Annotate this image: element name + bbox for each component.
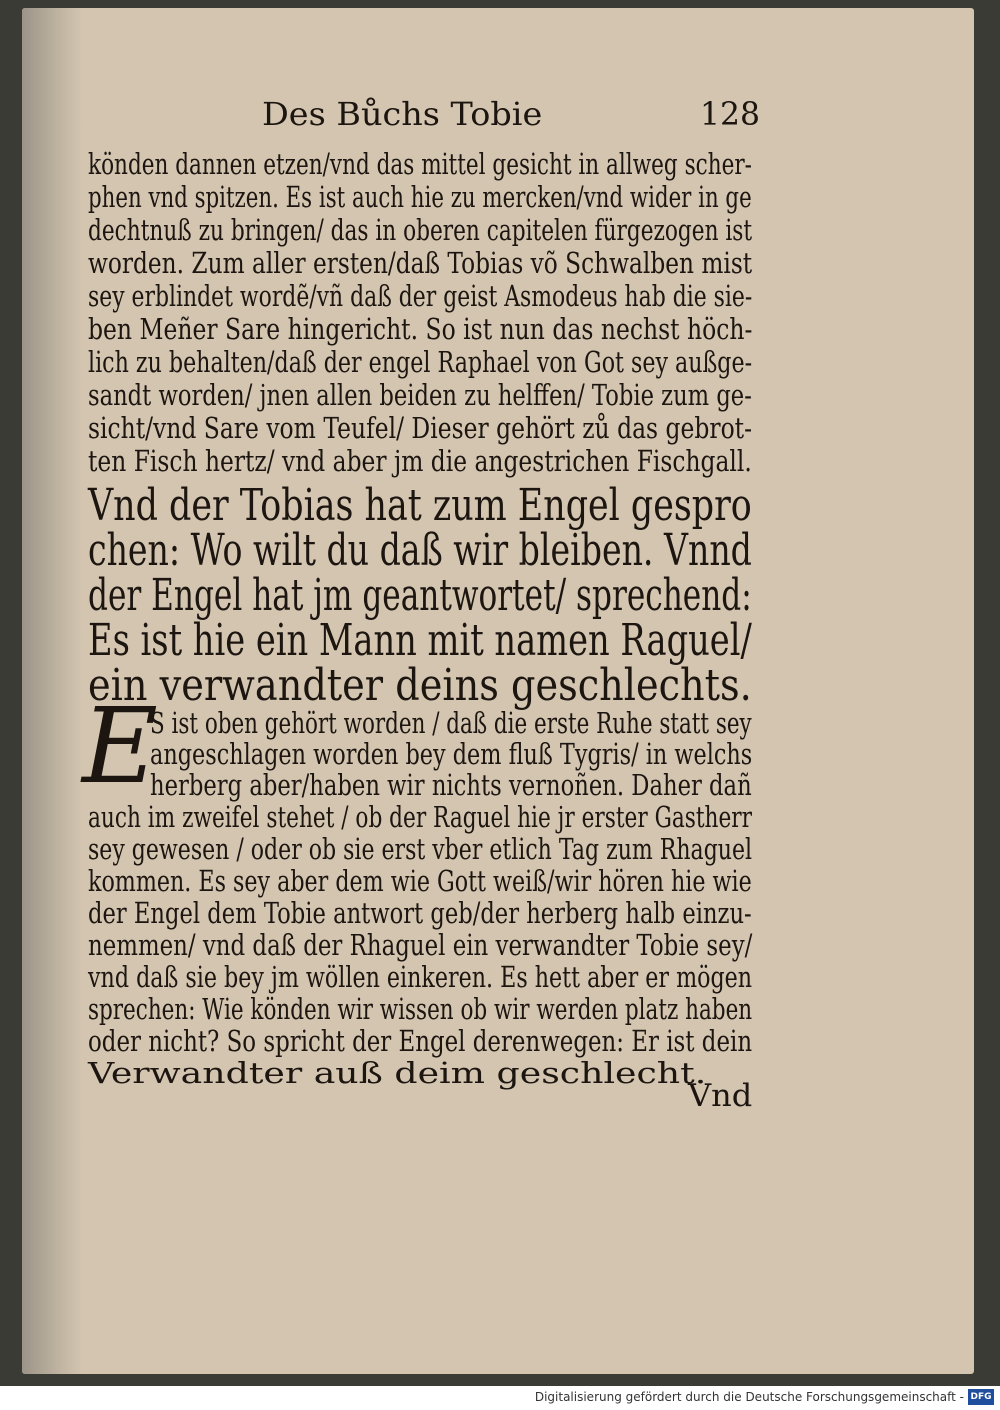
text-line: angeschlagen worden bey dem fluß Tygris/ in welchs — [150, 737, 753, 771]
text-line: ten Fisch hertz/ vnd aber jm die angestrichen Fischgall. — [88, 444, 752, 478]
text-line: vnd daß sie bey jm wöllen einkeren. Es hett aber er mögen — [88, 960, 753, 994]
text-line: oder nicht? So spricht der Engel derenwegen: Er ist dein — [88, 1024, 753, 1058]
text-line: sandt worden/ jnen allen beiden zu helffen/ Tobie zum ge- — [88, 378, 752, 412]
text-line: worden. Zum aller ersten/daß Tobias võ Schwalben mist — [88, 246, 753, 280]
scripture-line: chen: Wo wilt du daß wir bleiben. Vnnd — [88, 525, 752, 576]
text-line: sprechen: Wie könden wir wissen ob wir werden platz haben — [88, 992, 753, 1026]
scripture-line: Es ist hie ein Mann mit namen Raguel/ — [88, 615, 752, 666]
catchword: Vnd — [688, 1078, 753, 1114]
scripture-line: Vnd der Tobias hat zum Engel gespro — [88, 480, 752, 531]
text-line: kommen. Es sey aber dem wie Gott weiß/wir hören hie wie — [88, 864, 752, 898]
text-line: phen vnd spitzen. Es ist auch hie zu mercken/vnd wider in ge — [88, 180, 752, 214]
running-head-title: Des Bůchs Tobie — [262, 95, 543, 133]
text-line: S ist oben gehört worden / daß die erste Ruhe statt sey — [150, 706, 752, 740]
text-line: dechtnuß zu bringen/ das in oberen capitelen fürgezogen ist — [88, 213, 753, 247]
text-line: der Engel dem Tobie antwort geb/der herberg halb einzu- — [88, 896, 752, 930]
text-line: könden dannen etzen/vnd das mittel gesicht in allweg scher- — [88, 147, 752, 181]
text-line: Verwandter auß deim geschlecht. — [88, 1056, 707, 1090]
text-line: herberg aber/haben wir nichts vernoñen. Daher dañ — [150, 768, 752, 802]
text-line: nemmen/ vnd daß der Rhaguel ein verwandter Tobie sey/ — [88, 928, 753, 962]
page-number: 128 — [700, 95, 761, 133]
digitization-footer — [0, 1386, 1000, 1410]
page-gutter-shadow — [22, 8, 82, 1374]
dfg-logo: DFG — [968, 1389, 994, 1405]
decorated-initial: E — [82, 685, 158, 807]
text-line: lich zu behalten/daß der engel Raphael von Got sey außge- — [88, 345, 753, 379]
text-line: sey erblindet wordẽ/vñ daß der geist Asmodeus hab die sie- — [88, 279, 753, 313]
footer-credit-text: Digitalisierung gefördert durch die Deutsche Forschungsgemeinschaft - — [534, 1390, 964, 1404]
text-line: sey gewesen / oder ob sie erst vber etlich Tag zum Rhaguel — [88, 832, 753, 866]
text-line: auch im zweifel stehet / ob der Raguel hie jr erster Gastherr — [88, 800, 752, 834]
scripture-line: ein verwandter deins geschlechts. — [88, 660, 752, 711]
text-line: ben Meñer Sare hingericht. So ist nun das nechst höch- — [88, 312, 753, 346]
scripture-line: der Engel hat jm geantwortet/ sprechend: — [88, 570, 752, 621]
text-line: sicht/vnd Sare vom Teufel/ Dieser gehört zů das gebrot- — [88, 411, 753, 445]
